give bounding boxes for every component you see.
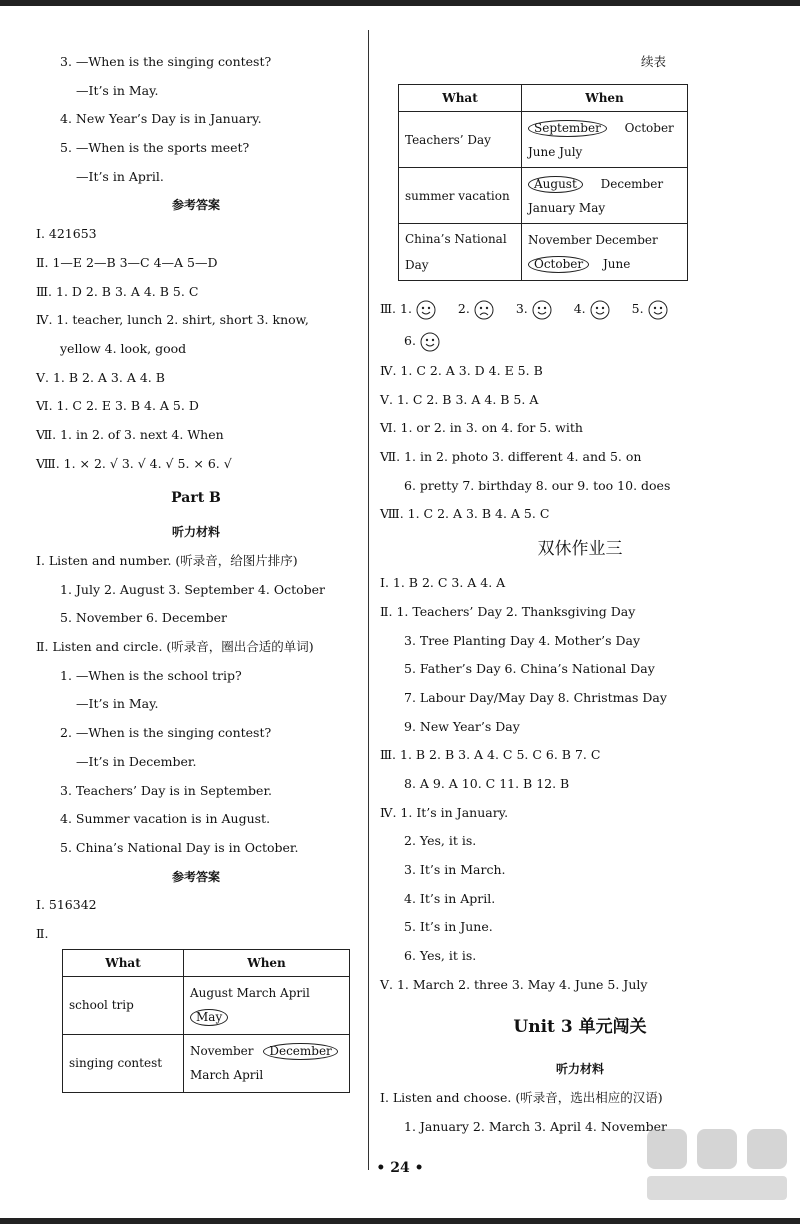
answer-line: 5. It’s in June. (404, 919, 493, 935)
answer-line: Ⅳ. 1. teacher, lunch 2. shirt, short 3. know, (36, 312, 309, 328)
label: 3. (515, 301, 528, 316)
answer-line: Ⅷ. 1. C 2. A 3. B 4. A 5. C (380, 506, 550, 522)
month-list: December (600, 176, 664, 191)
circled-month: September (528, 120, 607, 137)
circled-month: December (263, 1043, 337, 1060)
sad-face-icon (474, 300, 494, 320)
answers-heading: 参考答案 (171, 198, 220, 213)
watermark-logo (642, 1124, 792, 1204)
question-line: Ⅱ. Listen and circle. (听录音，圈出合适的单词) (36, 639, 314, 655)
answer-line: 5. Father’s Day 6. China’s National Day (404, 661, 655, 677)
listening-heading: 听力材料 (555, 1062, 604, 1077)
answer-line: Ⅰ. 1. B 2. C 3. A 4. A (380, 575, 506, 591)
answer-line: 3. It’s in March. (404, 862, 506, 877)
smiley-face-icon (648, 300, 668, 320)
circled-month: May (190, 1009, 228, 1026)
answer-line: yellow 4. look, good (60, 340, 187, 356)
question-line: Ⅰ. Listen and number. (听录音，给图片排序) (36, 553, 298, 568)
text-line: —It’s in April. (76, 168, 164, 184)
answer-line: Ⅵ. 1. or 2. in 3. on 4. for 5. with (380, 420, 583, 436)
month-list: June July (528, 144, 583, 159)
answer-line: 3. Tree Planting Day 4. Mother’s Day (404, 632, 641, 648)
label: 4. (573, 301, 586, 316)
answer-line: Ⅶ. 1. in 2. photo 3. different 4. and 5. on (380, 449, 642, 465)
table-cell-what: summer vacation (399, 168, 522, 224)
question-line: 1. January 2. March 3. April 4. November (404, 1118, 668, 1134)
unit-title: Unit 3 单元闯关 (513, 1017, 647, 1038)
answer-line: Ⅳ. 1. C 2. A 3. D 4. E 5. B (380, 363, 543, 378)
text-line: 4. New Year’s Day is in January. (60, 111, 262, 127)
answer-line: Ⅴ. 1. C 2. B 3. A 4. B 5. A (380, 391, 539, 407)
faces-line (380, 327, 780, 357)
answer-line: 7. Labour Day/May Day 8. Christmas Day (404, 689, 667, 705)
table-cell-what: singing contest (63, 1034, 184, 1092)
listening-heading: 听力材料 (171, 525, 220, 540)
table-cell-when (522, 112, 688, 168)
smiley-face-icon (590, 300, 610, 320)
answer-line: Ⅰ. 421653 (36, 226, 97, 242)
column-divider (368, 30, 369, 1170)
month-list: January May (528, 200, 606, 215)
answer-line: Ⅲ. 1. B 2. B 3. A 4. C 5. C 6. B 7. C (380, 747, 601, 763)
answers-heading: 参考答案 (171, 869, 220, 884)
bottom-border (0, 1218, 800, 1224)
answer-line: 6. pretty 7. birthday 8. our 9. too 10. does (404, 477, 671, 493)
table-cell-when (522, 224, 688, 281)
answer-line: 8. A 9. A 10. C 11. B 12. B (404, 775, 570, 791)
page-number: • 24 • (376, 1160, 424, 1176)
question-line: 4. Summer vacation is in August. (60, 811, 271, 827)
answer-line: Ⅱ. 1. Teachers’ Day 2. Thanksgiving Day (380, 603, 636, 619)
answer-line: Ⅱ. (36, 925, 49, 941)
homework-title: 双休作业三 (537, 539, 623, 560)
table-cell-when (184, 1034, 350, 1092)
answer-line: Ⅷ. 1. × 2. √ 3. √ 4. √ 5. × 6. √ (36, 455, 232, 471)
question-line: 2. —When is the singing contest? (60, 725, 272, 741)
table-cell-what: school trip (63, 976, 184, 1034)
part-b-heading: Part B (171, 490, 221, 507)
what-text: China’s National (405, 232, 507, 246)
smiley-face-icon (532, 300, 552, 320)
answer-table (62, 949, 350, 1093)
label: 5. (631, 301, 644, 316)
faces-line (380, 291, 780, 327)
text-line: —It’s in May. (76, 82, 159, 98)
right-column (380, 48, 780, 1142)
answer-table (398, 84, 688, 281)
month-list: November (190, 1044, 254, 1059)
question-line: 5. China’s National Day is in October. (60, 839, 299, 855)
answer-line: Ⅶ. 1. in 2. of 3. next 4. When (36, 426, 224, 442)
table-cell-what: Teachers’ Day (399, 112, 522, 168)
month-list: November December (528, 233, 658, 247)
circled-month: August (528, 176, 583, 193)
circled-month: October (528, 256, 589, 273)
month-list: October (624, 120, 674, 135)
month-list: August March April (190, 986, 310, 1001)
label: 6. (404, 333, 416, 348)
question-line: 1. —When is the school trip? (60, 667, 242, 683)
answer-line: Ⅵ. 1. C 2. E 3. B 4. A 5. D (36, 398, 199, 414)
answer-line: 4. It’s in April. (404, 890, 496, 906)
question-line: 1. July 2. August 3. September 4. October (60, 581, 325, 597)
top-border (0, 0, 800, 6)
label: Ⅲ. 1. (380, 301, 412, 316)
continued-label: 续表 (640, 54, 666, 69)
answer-line: 9. New Year’s Day (404, 718, 520, 734)
question-line: 3. Teachers’ Day is in September. (60, 782, 273, 798)
answer-line: Ⅴ. 1. March 2. three 3. May 4. June 5. July (380, 976, 648, 992)
question-line: Ⅰ. Listen and choose. (听录音，选出相应的汉语) (380, 1090, 663, 1106)
table-cell-when (184, 976, 350, 1034)
month-list: June (602, 257, 631, 271)
table-header-what: What (63, 949, 184, 976)
left-column (36, 48, 356, 1093)
smiley-face-icon (420, 332, 440, 352)
answer-line: 2. Yes, it is. (404, 833, 477, 849)
smiley-face-icon (416, 300, 436, 320)
table-header-when: When (184, 949, 350, 976)
table-header-when: When (522, 85, 688, 112)
label: 2. (457, 301, 470, 316)
answer-line: Ⅱ. 1—E 2—B 3—C 4—A 5—D (36, 254, 218, 270)
text-line: 3. —When is the singing contest? (60, 54, 272, 69)
table-cell-when (522, 168, 688, 224)
answer-line: Ⅳ. 1. It’s in January. (380, 804, 509, 820)
answer-line: Ⅲ. 1. D 2. B 3. A 4. B 5. C (36, 283, 199, 299)
month-list: March April (190, 1068, 264, 1083)
table-cell-what (399, 224, 522, 281)
text-line: 5. —When is the sports meet? (60, 140, 250, 156)
answer-line: Ⅴ. 1. B 2. A 3. A 4. B (36, 369, 165, 385)
question-line: —It’s in May. (76, 696, 159, 712)
answer-line: Ⅰ. 516342 (36, 897, 97, 913)
question-line: 5. November 6. December (60, 610, 227, 626)
what-text: Day (405, 258, 429, 272)
table-header-what: What (399, 85, 522, 112)
answer-line: 6. Yes, it is. (404, 948, 477, 964)
question-line: —It’s in December. (76, 753, 197, 769)
